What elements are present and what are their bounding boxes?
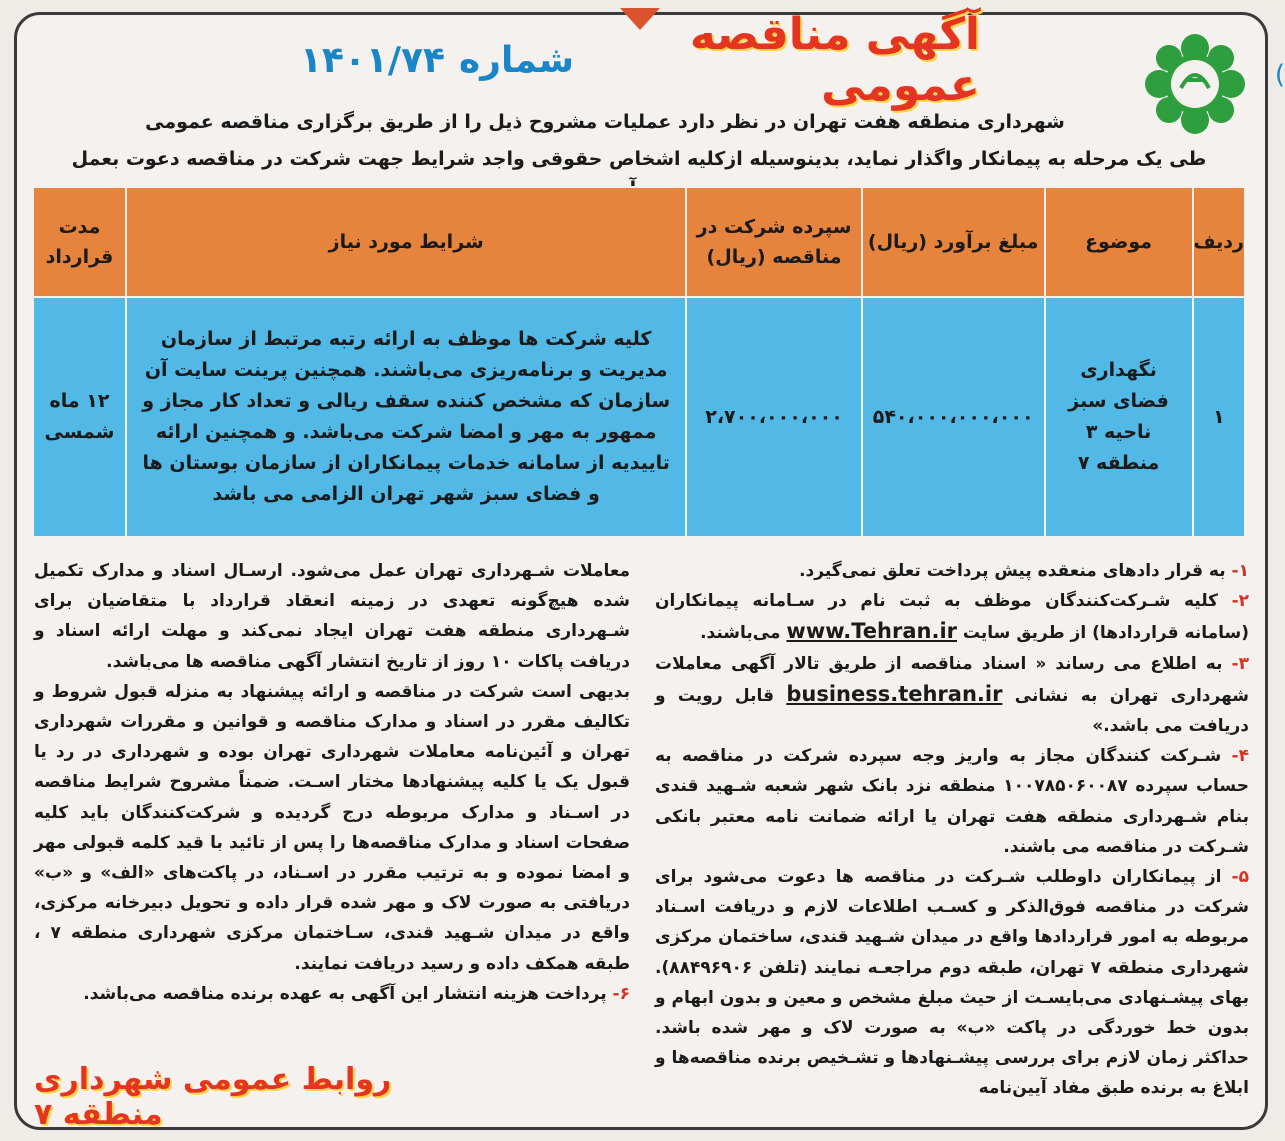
item-number: ۱- [1231, 561, 1249, 581]
condition-item-1 [655, 556, 1249, 586]
item-text: شـرکت کنندگان مجاز به واریز وجه سپرده شرکت در مناقصه به حساب سپرده ۱۰۰۷۸۵۰۶۰۰۸۷ منطقه نزد بانک شهر شعبه شـهید قندی بنام شـهرداری منطقه هفت تهران یا ارائه ضمانت نامه معتبر بانکی شـرکت در مناقصه می باشند. [655, 746, 1249, 857]
edge-paren-mark: ) [1274, 60, 1285, 90]
business-site-link[interactable]: business.tehran.ir [786, 681, 1003, 706]
item-number: ۶- [612, 983, 630, 1004]
header-row-number: ردیف [1193, 187, 1245, 297]
item-text-after: می‌باشند. [700, 623, 781, 644]
condition-item-6 [34, 979, 630, 1009]
condition-paragraph-2: بدیهی است شرکت در مناقصه و ارائه پیشنهاد به منزله قبول شروط و تکالیف مقرر در اسناد و مدارک مناقصه و قوانین و مقررات شهرداری تهران و آئین‌نامه معاملات شهرداری تهران بوده و شهرداری در رد یا قبول یک یا کلیه پیشنهادها مختار اسـت. ضمناً مشروح شرایط مناقصه در اسـناد و مدارک مربوطه درج گردیده و شرکت‌کنندگان باید کلیه صفحات اسناد و مدارک مناقصه‌ها را پس از تائید با قید کلمه قبولی مهر و امضا نموده و به ترتیب مقرر در اسـناد، در پاکت‌های «الف» و «ب» دریافتی به صورت لاک و مهر شده قرار داده و تحویل دبیرخانه مرکزی، واقع در میدان شـهید قندی، سـاختمان مرکزی شهرداری منطقه ۷ ، طبقه همکف داده و رسید دریافت نمایند. [34, 681, 630, 974]
header-deposit: سپرده شرکت در مناقصه (ریال) [686, 187, 861, 297]
org-name: شهرداری منطقه هفت تهران [792, 111, 1065, 133]
cell-subject: نگهداری فضای سبز ناحیه ۳ منطقه ۷ [1045, 297, 1193, 537]
conditions-left-column [34, 556, 630, 1009]
condition-item-5 [655, 862, 1249, 1104]
cell-duration: ۱۲ ماه شمسی [33, 297, 126, 537]
cell-row-number: ۱ [1193, 297, 1245, 537]
header-duration: مدت قرارداد [33, 187, 126, 297]
header-requirements: شرایط مورد نیاز [126, 187, 686, 297]
notice-title [300, 9, 980, 111]
title-text: آگهی مناقصه عمومی [689, 9, 980, 111]
condition-item-2 [655, 586, 1249, 648]
table-header-row [33, 187, 1245, 297]
intro-line-1 [75, 104, 1135, 140]
item-text: به اطلاع می رساند « اسناد مناقصه از طریق تالار آگهی معاملات شهرداری تهران به نشانی [655, 653, 1250, 706]
public-relations-signature: روابط عمومی شهرداری منطقه ۷ [34, 1062, 392, 1132]
condition-continuation: معاملات شـهرداری تهران عمل می‌شود. ارسـال اسناد و مدارک تکمیل شده هیچ‌گونه تعهدی در زمینه انعقاد قرارداد با متقاضیان برای شـهرداری منطقه هفت تهران ایجاد نمی‌کند و مهلت ارائه اسناد و دریافت پاکات ۱۰ روز از تاریخ انتشار آگهی مناقصه ها می‌باشد. [34, 561, 630, 672]
item-number: ۲- [1231, 591, 1250, 612]
conditions-right-column [655, 556, 1249, 1104]
cell-deposit: ۲،۷۰۰،۰۰۰،۰۰۰ [686, 297, 861, 537]
cell-estimate: ۵۴۰،۰۰۰،۰۰۰،۰۰۰ [862, 297, 1045, 537]
condition-item-4 [655, 741, 1249, 862]
tender-number: ۱۴۰۱/۷۴ [300, 39, 445, 81]
number-label: شماره [458, 39, 575, 81]
tehran-site-link[interactable]: www.Tehran.ir [786, 619, 957, 644]
item-text: به قرار دادهای منعقده پیش پرداخت تعلق نمی‌گیرد. [799, 561, 1226, 581]
item-text: پرداخت هزینه انتشار این آگهی به عهده برنده مناقصه می‌باشد. [83, 983, 607, 1004]
header-estimate: مبلغ برآورد (ریال) [862, 187, 1045, 297]
item-text: از پیمانکاران داوطلب شـرکت در مناقصه ها دعوت می‌شود برای شرکت در مناقصه فوق‌الذکر و کسـب اطلاعات لازم و دریافت اسـناد مربوطه به امور قراردادها واقع در میدان شـهید قندی، ساختمان مرکزی شهرداری منطقه ۷ تهران، طبقه دوم مراجعـه نمایند (تلفن ۸۸۴۹۶۹۰۶). بهای پیشـنهادی می‌بایسـت از حیث مبلغ مشخص و معین و بدون ابهام و بدون خط خوردگی در پاکت «ب» به صورت لاک و مهر شده باشد. حداکثر زمان لازم برای بررسی پیشـنهادها و تشـخیص برنده مناقصه‌ها و ابلاغ به برنده طبق مفاد آیین‌نامه [655, 867, 1250, 1099]
cell-requirements: کلیه شرکت ها موظف به ارائه رتبه مرتبط از سازمان مدیریت و برنامه‌ریزی می‌باشند. همچنین پرینت سایت آن سازمان که مشخص کننده سقف ریالی و تعداد کار مجاز و ممهور به مهر و امضا شرکت می‌باشد. و همچنین ارائه تاییدیه از سامانه خدمات پیمانکاران از سازمان بوستان ها و فضای سبز شهر تهران الزامی می باشد [126, 297, 686, 537]
item-number: ۵- [1231, 867, 1249, 888]
intro-line-2: طی یک مرحله به پیمانکار واگذار نماید، بدینوسیله ازکلیه اشخاص حقوقی واجد شرایط جهت شرکت در مناقصه دعوت بعمل [71, 148, 1207, 170]
item-text-after: قابل رویت و دریافت می باشد.» [655, 685, 1249, 737]
table-row [33, 297, 1245, 537]
item-number: ۴- [1231, 746, 1249, 767]
tehran-municipality-logo-icon [1139, 28, 1251, 140]
condition-item-3 [655, 649, 1249, 742]
header-subject: موضوع [1045, 187, 1193, 297]
intro-line-1-rest: در نظر دارد عملیات مشروح ذیل را از طریق برگزاری مناقصه عمومی [145, 111, 787, 133]
tender-table [32, 186, 1246, 538]
item-text: کلیه شـرکت‌کنندگان موظف به ثبت نام در سـامانه پیمانکاران (سامانه قراردادها) از طریق سایت [655, 591, 1249, 644]
item-number: ۳- [1231, 653, 1249, 674]
